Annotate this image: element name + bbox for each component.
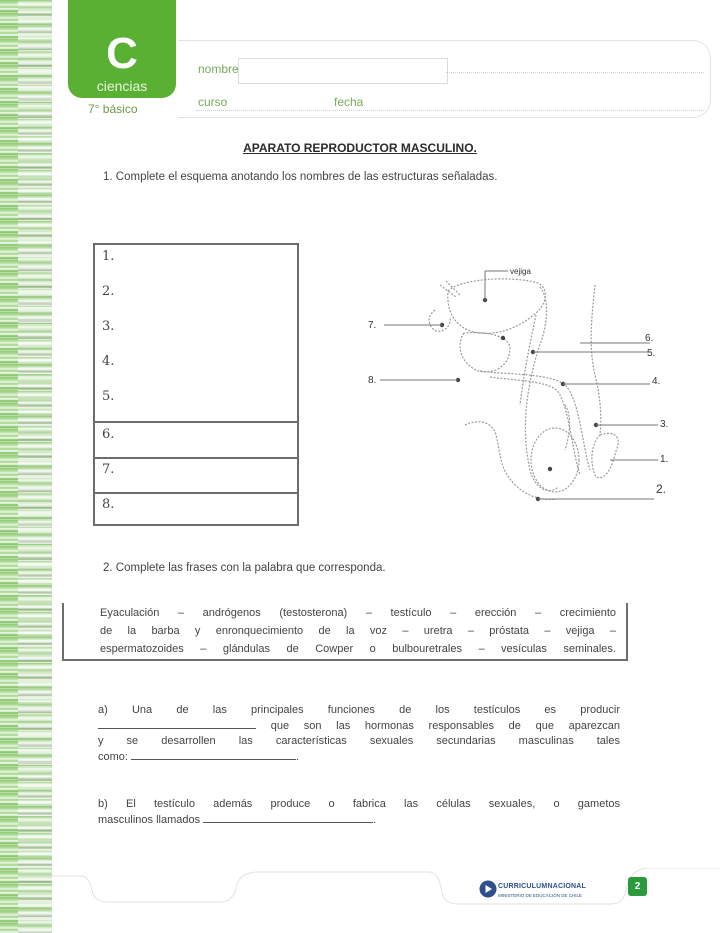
name-line: [446, 72, 704, 73]
footer-frame: [50, 868, 720, 908]
word-bank-box: [62, 603, 628, 661]
question-1-prompt: 1. Complete el esquema anotando los nombres de las estructuras señaladas.: [103, 171, 498, 183]
subject-logo: [68, 0, 176, 98]
sentence-a-line-4-text: como:: [98, 751, 128, 763]
answer-row-5[interactable]: 5.: [102, 389, 115, 404]
answer-row-8[interactable]: 8.: [102, 497, 115, 512]
table-divider: [95, 457, 297, 459]
answer-row-2[interactable]: 2.: [102, 284, 115, 299]
logo-letter: C: [106, 29, 138, 78]
answer-table: [93, 243, 299, 526]
diagram-label-4: 4.: [652, 376, 661, 387]
sentence-b-line-2: masculinos llamados .: [98, 814, 377, 826]
worksheet-title: APARATO REPRODUCTOR MASCULINO.: [243, 141, 477, 155]
sentence-a-line-2-text: que son las hormonas responsables de que aparezcan: [270, 720, 620, 732]
name-field[interactable]: [238, 58, 448, 84]
diagram-label-1: 1.: [660, 454, 669, 465]
diagram-label-3: 3.: [660, 419, 669, 430]
diagram-label-8: 8.: [368, 375, 377, 386]
binder-spine-decoration: [0, 0, 52, 933]
name-label: nombre: [198, 62, 239, 76]
diagram-label-5: 5.: [647, 348, 656, 359]
word-bank-line-3: espermatozoides – glándulas de Cowper o bulbouretrales – vesículas seminales.: [100, 643, 616, 655]
label-vejiga: vejiga: [510, 267, 531, 276]
curriculum-brand: CURRICULUMNACIONAL: [498, 883, 586, 890]
table-divider: [95, 421, 297, 423]
blank-a2[interactable]: [131, 749, 296, 760]
reproductive-system-diagram: [360, 255, 700, 505]
blank-a1[interactable]: [98, 718, 256, 729]
diagram-label-6: 6.: [645, 333, 654, 344]
sentence-a-line-2: [98, 718, 620, 734]
blank-b1[interactable]: [203, 812, 373, 823]
answer-row-7[interactable]: 7.: [102, 462, 115, 477]
table-divider: [95, 492, 297, 494]
answer-row-1[interactable]: 1.: [102, 249, 115, 264]
sentence-b-line-2-text: masculinos llamados: [98, 814, 201, 826]
diagram-label-2: 2.: [656, 482, 667, 496]
sentence-b: [98, 797, 620, 828]
page-number-badge: 2: [628, 877, 647, 896]
word-bank-line-2: de la barba y enronquecimiento de la voz – uretra – próstata – vejiga –: [100, 625, 616, 637]
sentence-a-line-4: como: .: [98, 751, 300, 763]
sentence-a-line-1: a) Una de las principales funciones de los testículos es producir: [98, 704, 620, 716]
answer-row-4[interactable]: 4.: [102, 354, 115, 369]
question-2-prompt: 2. Complete las frases con la palabra que corresponda.: [103, 562, 386, 574]
anatomy-illustration: [360, 255, 700, 505]
sentence-b-line-1: b) El testículo además produce o fabrica las células sexuales, o gametos: [98, 798, 620, 810]
answer-row-6[interactable]: 6.: [102, 427, 115, 442]
sentence-a-line-3: y se desarrollen las características sexuales secundarias masculinas tales: [98, 735, 620, 747]
course-label: curso: [198, 95, 228, 109]
subject-label: ciencias: [96, 78, 148, 94]
course-date-line[interactable]: [196, 110, 704, 111]
grade-label: 7° básico: [88, 102, 138, 116]
diagram-label-7: 7.: [368, 320, 377, 331]
date-label: fecha: [334, 95, 364, 109]
curriculum-brand-sub: MINISTERIO DE EDUCACIÓN DE CHILE: [498, 893, 583, 898]
curriculum-logo-icon: [479, 880, 497, 898]
answer-row-3[interactable]: 3.: [102, 319, 115, 334]
sentence-a: [98, 703, 620, 765]
word-bank-line-1: Eyaculación – andrógenos (testosterona) – testículo – erección – crecimiento: [100, 607, 616, 619]
